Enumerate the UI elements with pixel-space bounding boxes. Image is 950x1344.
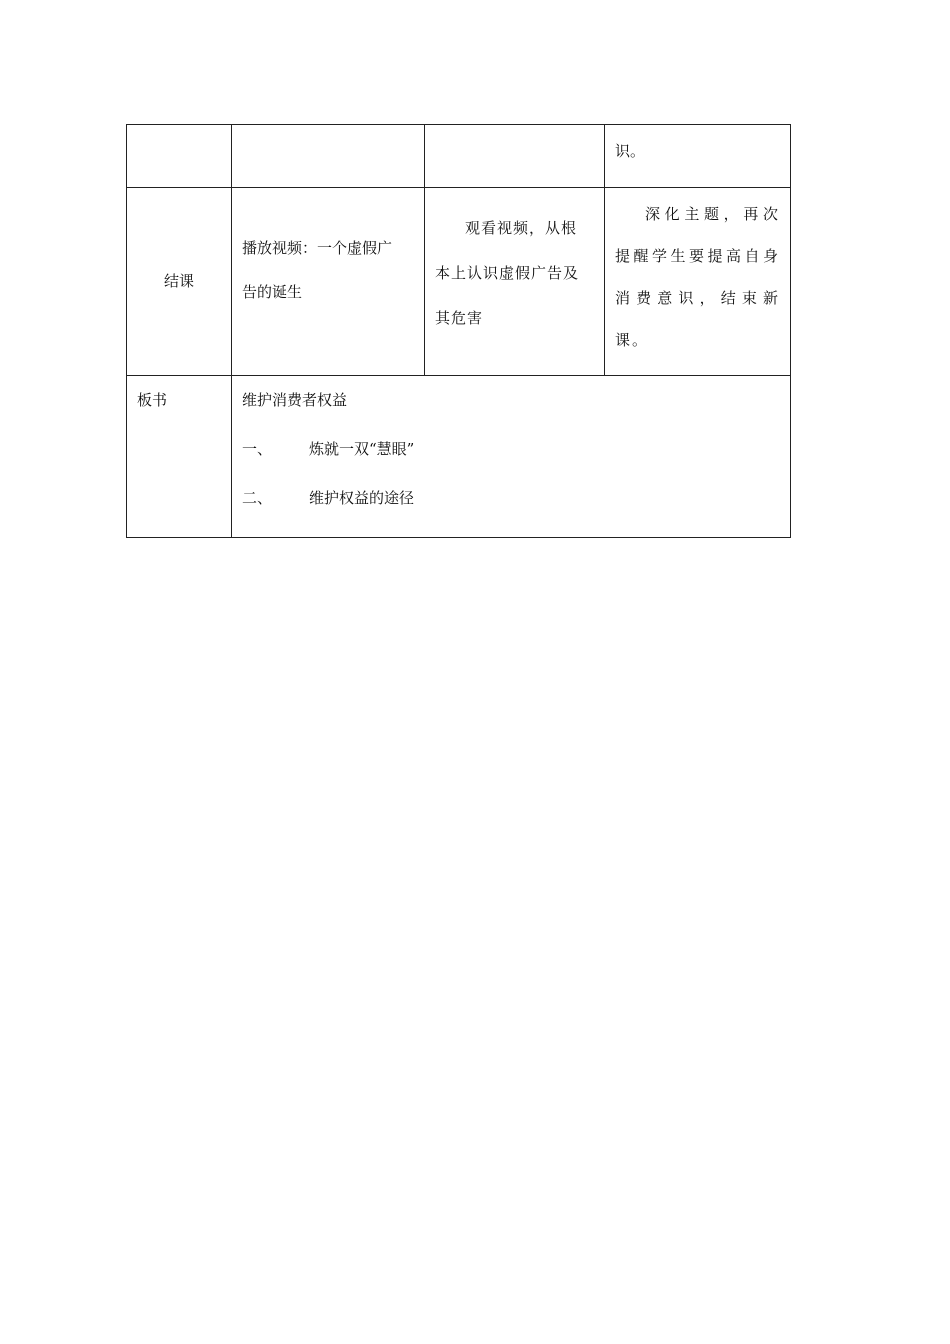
student-activity-cell: [425, 188, 605, 376]
closing-label: 结课: [163, 272, 194, 290]
top-cell-1: [127, 125, 232, 188]
teacher-activity-line: 播放视频：一个虚假广: [242, 238, 393, 257]
teacher-activity-cell: [232, 188, 425, 376]
design-intent-line: 深化主题，再次: [645, 205, 780, 223]
student-activity-text: [435, 188, 594, 329]
top-cell-2: [232, 125, 425, 188]
board-item-number: 一、: [242, 440, 273, 458]
teacher-activity-text: [242, 238, 414, 303]
board-content: [242, 376, 780, 509]
top-cell-3: [425, 125, 605, 188]
board-item-text: 维护权益的途径: [309, 489, 415, 507]
design-intent-line: 课。: [615, 331, 650, 349]
board-content-cell: [232, 376, 791, 538]
design-intent-line: 提醒学生要提高自身: [615, 247, 780, 265]
board-item: [242, 488, 780, 509]
board-item: [242, 439, 780, 460]
board-item-text: 炼就一双“慧眼”: [309, 440, 415, 458]
design-intent-cell: [605, 188, 791, 376]
design-intent-line: 消费意识，结束新: [615, 289, 780, 307]
board-label-cell: [127, 376, 232, 538]
student-activity-line: 观看视频，从根: [465, 219, 578, 237]
student-activity-line: 本上认识虚假广告及: [435, 264, 580, 282]
table-row-board: [127, 376, 791, 538]
student-activity-line: 其危害: [435, 309, 484, 327]
board-item-number: 二、: [242, 489, 273, 507]
design-intent-text: [615, 188, 780, 351]
top-cell-4: [605, 125, 791, 188]
table-row-closing: [127, 188, 791, 376]
board-title: 维护消费者权益: [242, 391, 348, 409]
board-label: 板书: [137, 391, 168, 409]
table-row-continued: [127, 125, 791, 188]
continued-text: 识。: [615, 142, 646, 160]
closing-label-cell: [127, 188, 232, 376]
teacher-activity-line: 告的诞生: [242, 282, 303, 301]
lesson-plan-table: [126, 124, 791, 538]
